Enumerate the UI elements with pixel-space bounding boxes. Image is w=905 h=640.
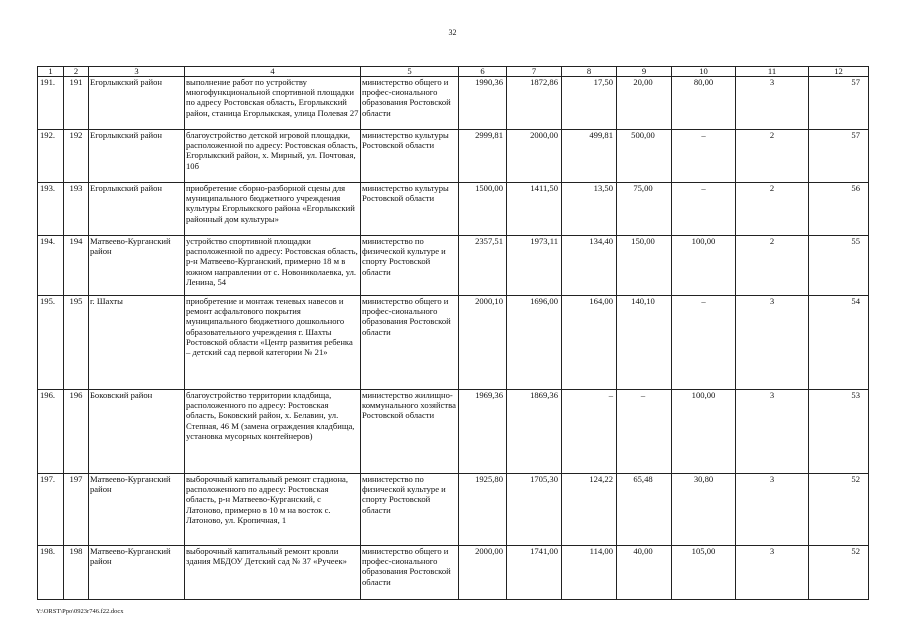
value-col10-cell: –: [672, 183, 736, 236]
value-col9-cell: –: [617, 390, 672, 474]
value-col9-cell: 65,48: [617, 474, 672, 546]
value-col9-cell: 20,00: [617, 77, 672, 130]
table-row: [38, 183, 869, 236]
value-col8-cell: –: [562, 390, 617, 474]
district-cell: Матвеево-Курганский район: [89, 474, 185, 546]
value-col10-cell: –: [672, 296, 736, 390]
value-col9-cell: 40,00: [617, 546, 672, 600]
table-row: [38, 546, 869, 600]
district-cell: г. Шахты: [89, 296, 185, 390]
value-total-cell: 1500,00: [459, 183, 507, 236]
district-cell: Егорлыкский район: [89, 77, 185, 130]
value-col7-cell: 1705,30: [507, 474, 562, 546]
row-id-cell: 195: [64, 296, 89, 390]
ministry-cell: министерство по физической культуре и спорту Ростовской области: [361, 236, 459, 296]
header-cell: 6: [459, 67, 507, 77]
value-col8-cell: 17,50: [562, 77, 617, 130]
district-cell: Егорлыкский район: [89, 130, 185, 183]
row-number-cell: 197.: [38, 474, 64, 546]
table-row: [38, 77, 869, 130]
row-number-cell: 194.: [38, 236, 64, 296]
header-row: [38, 67, 869, 77]
row-number-cell: 192.: [38, 130, 64, 183]
row-number-cell: 193.: [38, 183, 64, 236]
value-col8-cell: 499,81: [562, 130, 617, 183]
row-number-cell: 196.: [38, 390, 64, 474]
ministry-cell: министерство жилищно-коммунального хозяйства Ростовской области: [361, 390, 459, 474]
value-total-cell: 2999,81: [459, 130, 507, 183]
value-col9-cell: 150,00: [617, 236, 672, 296]
value-col11-cell: 3: [736, 296, 809, 390]
ministry-cell: министерство общего и профес-сионального образования Ростовской области: [361, 546, 459, 600]
table-row: [38, 474, 869, 546]
description-cell: устройство спортивной площадки расположенной по адресу: Ростовская область, р-н Матвеево-Курганский, примерно 18 м в южном направлении от с. Новониколаевка, ул. Ленина, 54: [185, 236, 361, 296]
page-number: 32: [448, 28, 457, 37]
description-cell: приобретение сборно-разборной сцены для муниципального бюджетного учреждения культуры Егорлыкского района «Егорлыкский районный дом культуры»: [185, 183, 361, 236]
value-col7-cell: 1869,36: [507, 390, 562, 474]
value-col12-cell: 52: [809, 474, 869, 546]
value-col8-cell: 164,00: [562, 296, 617, 390]
value-col12-cell: 54: [809, 296, 869, 390]
row-id-cell: 198: [64, 546, 89, 600]
row-id-cell: 196: [64, 390, 89, 474]
value-col10-cell: 100,00: [672, 390, 736, 474]
value-col7-cell: 2000,00: [507, 130, 562, 183]
value-col12-cell: 57: [809, 77, 869, 130]
header-cell: 9: [617, 67, 672, 77]
value-col11-cell: 2: [736, 236, 809, 296]
header-cell: 12: [809, 67, 869, 77]
value-col10-cell: 100,00: [672, 236, 736, 296]
header-cell: 11: [736, 67, 809, 77]
value-col12-cell: 53: [809, 390, 869, 474]
value-col12-cell: 56: [809, 183, 869, 236]
value-col12-cell: 57: [809, 130, 869, 183]
value-total-cell: 2000,10: [459, 296, 507, 390]
description-cell: благоустройство территории кладбища, расположенного по адресу: Ростовская область, Боковский район, х. Белавин, ул. Степная, 46 М (замена ограждения кладбища, установка мусорных контейнеров): [185, 390, 361, 474]
district-cell: Матвеево-Курганский район: [89, 546, 185, 600]
row-number-cell: 191.: [38, 77, 64, 130]
value-col11-cell: 3: [736, 474, 809, 546]
table-row: [38, 130, 869, 183]
header-cell: 7: [507, 67, 562, 77]
value-total-cell: 2000,00: [459, 546, 507, 600]
value-col8-cell: 124,22: [562, 474, 617, 546]
ministry-cell: министерство культуры Ростовской области: [361, 183, 459, 236]
header-cell: 1: [38, 67, 64, 77]
description-cell: выполнение работ по устройству многофункциональной спортивной площадки по адресу Ростовская область, Егорлыкский район, станица Егорлыкская, улица Полевая 27: [185, 77, 361, 130]
value-col10-cell: 80,00: [672, 77, 736, 130]
table-row: [38, 390, 869, 474]
row-id-cell: 192: [64, 130, 89, 183]
ministry-cell: министерство по физической культуре и спорту Ростовской области: [361, 474, 459, 546]
value-col11-cell: 2: [736, 130, 809, 183]
row-id-cell: 193: [64, 183, 89, 236]
district-cell: Матвеево-Курганский район: [89, 236, 185, 296]
value-col10-cell: 105,00: [672, 546, 736, 600]
value-col10-cell: 30,80: [672, 474, 736, 546]
description-cell: выборочный капитальный ремонт стадиона, расположенного по адресу: Ростовская область, р-н Матвеево-Курганский, с Латоново, примерно в 10 м на восток с. Латоново, ул. Кропичная, 1: [185, 474, 361, 546]
row-id-cell: 197: [64, 474, 89, 546]
data-table: [37, 66, 869, 600]
value-col7-cell: 1696,00: [507, 296, 562, 390]
row-number-cell: 198.: [38, 546, 64, 600]
value-col9-cell: 75,00: [617, 183, 672, 236]
value-col11-cell: 3: [736, 546, 809, 600]
row-id-cell: 191: [64, 77, 89, 130]
header-cell: 4: [185, 67, 361, 77]
file-path-footer: Y:\ORST\Ppo\0923r746.f22.docx: [36, 608, 124, 615]
ministry-cell: министерство общего и профес-сионального образования Ростовской области: [361, 296, 459, 390]
ministry-cell: министерство культуры Ростовской области: [361, 130, 459, 183]
value-col8-cell: 114,00: [562, 546, 617, 600]
value-total-cell: 1969,36: [459, 390, 507, 474]
value-col9-cell: 140,10: [617, 296, 672, 390]
value-col12-cell: 55: [809, 236, 869, 296]
row-id-cell: 194: [64, 236, 89, 296]
value-col11-cell: 3: [736, 390, 809, 474]
value-total-cell: 2357,51: [459, 236, 507, 296]
district-cell: Боковский район: [89, 390, 185, 474]
header-cell: 8: [562, 67, 617, 77]
value-col12-cell: 52: [809, 546, 869, 600]
header-cell: 2: [64, 67, 89, 77]
row-number-cell: 195.: [38, 296, 64, 390]
value-total-cell: 1925,80: [459, 474, 507, 546]
value-col7-cell: 1741,00: [507, 546, 562, 600]
value-col10-cell: –: [672, 130, 736, 183]
header-cell: 3: [89, 67, 185, 77]
table-row: [38, 236, 869, 296]
district-cell: Егорлыкский район: [89, 183, 185, 236]
value-col7-cell: 1973,11: [507, 236, 562, 296]
value-col9-cell: 500,00: [617, 130, 672, 183]
value-col11-cell: 3: [736, 77, 809, 130]
header-cell: 10: [672, 67, 736, 77]
value-total-cell: 1990,36: [459, 77, 507, 130]
value-col7-cell: 1872,86: [507, 77, 562, 130]
ministry-cell: министерство общего и профес-сионального образования Ростовской области: [361, 77, 459, 130]
description-cell: приобретение и монтаж теневых навесов и ремонт асфальтового покрытия муниципального бюджетного дошкольного образовательного учреждения г. Шахты Ростовской области «Центр развития ребенка – детский сад первой категории № 21»: [185, 296, 361, 390]
description-cell: благоустройство детской игровой площадки, расположенной по адресу: Ростовская область, Егорлыкский район, х. Мирный, ул. Почтовая, 10б: [185, 130, 361, 183]
value-col8-cell: 13,50: [562, 183, 617, 236]
value-col7-cell: 1411,50: [507, 183, 562, 236]
description-cell: выборочный капитальный ремонт кровли здания МБДОУ Детский сад № 37 «Ручеек»: [185, 546, 361, 600]
value-col8-cell: 134,40: [562, 236, 617, 296]
value-col11-cell: 2: [736, 183, 809, 236]
header-cell: 5: [361, 67, 459, 77]
table-row: [38, 296, 869, 390]
